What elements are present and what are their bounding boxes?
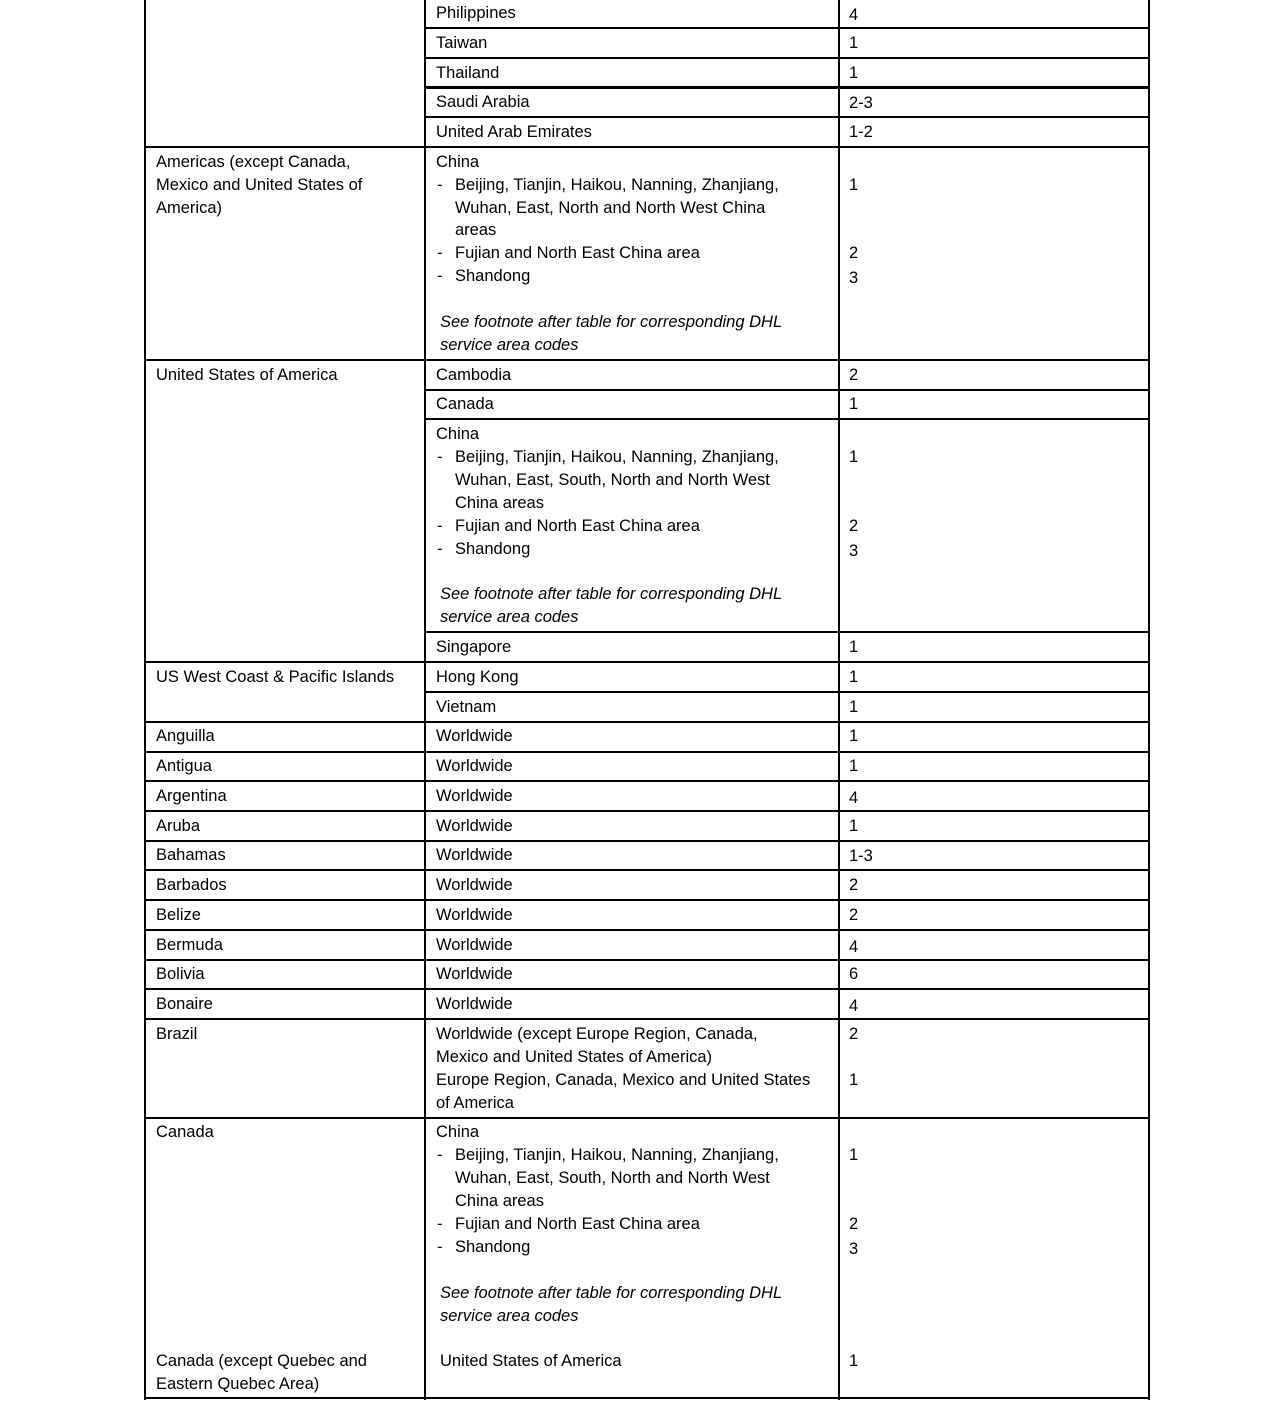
origin-cell: Eastern Quebec Area) [156, 1375, 320, 1393]
row-divider [144, 840, 1150, 842]
list-dash: - [437, 1238, 443, 1256]
row-divider [144, 661, 1150, 663]
row-divider [424, 27, 1150, 29]
origin-cell: Argentina [156, 787, 227, 805]
list-item: areas [455, 221, 497, 239]
destination-cell: Vietnam [436, 698, 497, 716]
list-dash: - [437, 244, 443, 262]
row-divider [424, 57, 1150, 59]
footnote-reference: service area codes [440, 1307, 579, 1325]
origin-cell: Barbados [156, 876, 227, 894]
destination-cell: Worldwide (except Europe Region, Canada, [436, 1025, 758, 1043]
destination-cell: Europe Region, Canada, Mexico and United States [436, 1071, 811, 1089]
destination-cell: Cambodia [436, 366, 512, 384]
row-divider [144, 1117, 1150, 1119]
origin-cell: Brazil [156, 1025, 198, 1043]
table-border-right [1148, 0, 1150, 1400]
list-item: Fujian and North East China area [455, 1215, 700, 1233]
list-item: Beijing, Tianjin, Haikou, Nanning, Zhanjiang, [455, 1146, 779, 1164]
destination-cell: United States of America [440, 1352, 622, 1370]
row-divider [144, 929, 1150, 931]
origin-cell: Bermuda [156, 936, 223, 954]
row-divider [144, 359, 1150, 361]
zone-cell: 2 [849, 1215, 859, 1233]
list-item: China areas [455, 494, 544, 512]
zone-cell: 1 [849, 1146, 859, 1164]
row-divider [144, 959, 1150, 961]
row-divider [424, 86, 1150, 89]
origin-cell: Belize [156, 906, 201, 924]
destination-cell: of America [436, 1094, 514, 1112]
row-divider [424, 389, 1150, 391]
zone-cell: 1 [849, 1352, 859, 1370]
row-divider [144, 780, 1150, 782]
footnote-reference: service area codes [440, 336, 579, 354]
zone-cell: 6 [849, 965, 859, 983]
zone-cell: 1 [849, 668, 859, 686]
zone-cell: 1 [849, 395, 859, 413]
column-divider-2 [838, 0, 840, 1400]
row-divider [144, 1018, 1150, 1020]
destination-cell: Worldwide [436, 965, 513, 983]
list-dash: - [437, 540, 443, 558]
destination-cell: United Arab Emirates [436, 123, 592, 141]
zone-cell: 2 [849, 244, 859, 262]
destination-cell: Saudi Arabia [436, 93, 530, 111]
destination-cell: Singapore [436, 638, 512, 656]
footnote-reference: service area codes [440, 608, 579, 626]
origin-cell: Bahamas [156, 846, 226, 864]
destination-cell: China [436, 1123, 480, 1141]
list-dash: - [437, 267, 443, 285]
destination-cell: Worldwide [436, 995, 513, 1013]
zone-cell: 4 [849, 6, 859, 24]
origin-cell: Canada [156, 1123, 214, 1141]
zone-cell: 4 [849, 789, 859, 807]
zone-cell: 2-3 [849, 94, 873, 112]
zone-cell: 1 [849, 727, 859, 745]
destination-cell: China [436, 153, 480, 171]
list-item: Fujian and North East China area [455, 244, 700, 262]
origin-cell: Aruba [156, 817, 201, 835]
row-divider [144, 810, 1150, 812]
zone-cell: 1 [849, 817, 859, 835]
row-divider [144, 988, 1150, 990]
zone-cell: 1 [849, 176, 859, 194]
origin-cell: Antigua [156, 757, 212, 775]
origin-cell: Anguilla [156, 727, 215, 745]
destination-cell: Worldwide [436, 936, 513, 954]
destination-cell: Worldwide [436, 787, 513, 805]
zone-cell: 4 [849, 938, 859, 956]
list-item: Fujian and North East China area [455, 517, 700, 535]
zone-cell: 1-3 [849, 847, 873, 865]
zone-cell: 2 [849, 906, 859, 924]
zone-cell: 3 [849, 1240, 859, 1258]
row-divider [144, 751, 1150, 753]
row-divider [144, 869, 1150, 871]
zone-cell: 2 [849, 876, 859, 894]
list-item: Shandong [455, 540, 531, 558]
destination-cell: Worldwide [436, 757, 513, 775]
footnote-reference: See footnote after table for corresponding DHL [440, 313, 783, 331]
destination-cell: Thailand [436, 64, 500, 82]
row-divider [144, 899, 1150, 901]
origin-cell: America) [156, 199, 223, 217]
destination-cell: Worldwide [436, 876, 513, 894]
row-divider [144, 721, 1150, 723]
origin-cell: US West Coast & Pacific Islands [156, 668, 395, 686]
zone-cell: 1 [849, 698, 859, 716]
footnote-reference: See footnote after table for corresponding DHL [440, 1284, 783, 1302]
list-dash: - [437, 176, 443, 194]
destination-cell: Worldwide [436, 817, 513, 835]
destination-cell: Worldwide [436, 727, 513, 745]
list-item: Beijing, Tianjin, Haikou, Nanning, Zhanjiang, [455, 448, 779, 466]
destination-cell: China [436, 425, 480, 443]
list-dash: - [437, 1215, 443, 1233]
column-divider-1 [424, 0, 426, 1400]
zone-cell: 2 [849, 517, 859, 535]
list-item: Beijing, Tianjin, Haikou, Nanning, Zhanjiang, [455, 176, 779, 194]
zone-cell: 1 [849, 757, 859, 775]
list-item: Wuhan, East, South, North and North West [455, 1169, 770, 1187]
zone-cell: 3 [849, 542, 859, 560]
destination-cell: Taiwan [436, 34, 488, 52]
table-border-bottom [144, 1397, 1150, 1399]
list-dash: - [437, 448, 443, 466]
destination-cell: Philippines [436, 4, 516, 22]
destination-cell: Hong Kong [436, 668, 519, 686]
zone-cell: 3 [849, 269, 859, 287]
list-item: Shandong [455, 1238, 531, 1256]
zone-cell: 4 [849, 997, 859, 1015]
list-item: Wuhan, East, South, North and North West [455, 471, 770, 489]
destination-cell: Worldwide [436, 906, 513, 924]
table-border-left [144, 0, 146, 1400]
row-divider [424, 418, 1150, 420]
row-divider [424, 631, 1150, 633]
destination-cell: Canada [436, 395, 494, 413]
list-item: Wuhan, East, North and North West China [455, 199, 766, 217]
origin-cell: Bonaire [156, 995, 213, 1013]
destination-cell: Mexico and United States of America) [436, 1048, 713, 1066]
list-item: Shandong [455, 267, 531, 285]
origin-cell: Americas (except Canada, [156, 153, 351, 171]
zone-cell: 1 [849, 448, 859, 466]
row-divider [144, 146, 1150, 148]
list-dash: - [437, 517, 443, 535]
list-dash: - [437, 1146, 443, 1164]
origin-cell: Canada (except Quebec and [156, 1352, 367, 1370]
list-item: China areas [455, 1192, 544, 1210]
zone-cell: 2 [849, 1025, 859, 1043]
zone-cell: 1 [849, 638, 859, 656]
footnote-reference: See footnote after table for corresponding DHL [440, 585, 783, 603]
zone-cell: 2 [849, 366, 859, 384]
origin-cell: Bolivia [156, 965, 205, 983]
zone-cell: 1-2 [849, 123, 873, 141]
zone-cell: 1 [849, 64, 859, 82]
origin-cell: Mexico and United States of [156, 176, 363, 194]
zone-cell: 1 [849, 34, 859, 52]
row-divider [424, 691, 1150, 693]
zone-cell: 1 [849, 1071, 859, 1089]
origin-cell: United States of America [156, 366, 338, 384]
destination-cell: Worldwide [436, 846, 513, 864]
row-divider [424, 116, 1150, 118]
